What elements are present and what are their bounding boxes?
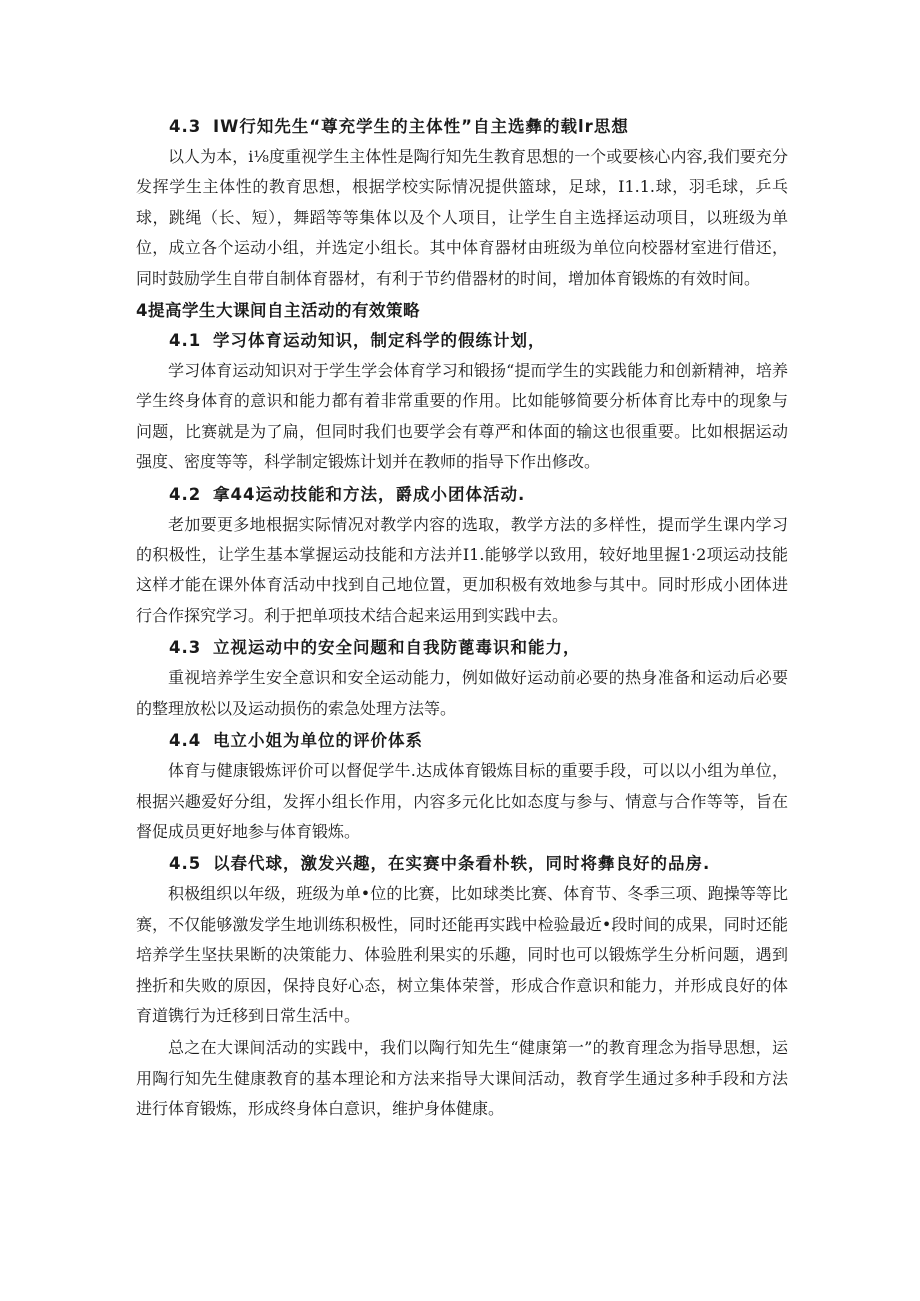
section-title: 学习体育运动知识，制定科学的假练计划， [213, 331, 546, 351]
paragraph: 体育与健康锻炼评价可以督促学牛.达成体育锻炼目标的重要手段，可以以小组为单位，根据兴趣爱好分组，发挥小组长作用，内容多元化比如态度与参与、情意与合作等等，旨在督促成员更好地参与体育锻炼。 [136, 761, 788, 841]
section-number: 4.5 [169, 854, 202, 874]
section-number: 4.2 [169, 484, 202, 504]
paragraph: 重视培养学生安全意识和安全运动能力，例如做好运动前必要的热身准备和运动后必要的整理放松以及运动损伤的索急处理方法等。 [136, 668, 788, 718]
chapter-heading-4: 4提高学生大课间自主活动的有效策略 [136, 301, 420, 321]
section-title: 电立小姐为单位的评价体系 [213, 731, 423, 751]
section-heading-4-3-safety [136, 633, 788, 663]
section-title: 拿44运动技能和方法，爵成小团体活动. [213, 484, 526, 504]
section-title: 立视运动中的安全问题和自我防蓖毒识和能力， [213, 638, 581, 658]
section-heading-4-4 [136, 726, 788, 756]
paragraph: 学习体育运动知识对于学生学会体育学习和锻扬“提而学生的实践能力和创新精神，培养学生终身体育的意识和能力都有着非常重要的作用。比如能够简要分析体育比寿中的现象与问题，比赛就是为了扁，但同时我们也要学会有尊严和体面的输这也很重要。比如根据运动强度、密度等等，科学制定锻炼计划并在教师的指导下作出修改。 [136, 361, 788, 472]
paragraph-conclusion: 总之在大课间活动的实践中，我们以陶行知先生“健康第一”的教育理念为指导思想，运用陶行知先生健康教育的基本理论和方法来指导大课间活动，教育学生通过多种手段和方法进行体育锻炼，形成终身体白意识，维护身体健康。 [136, 1038, 788, 1119]
paragraph: 以人为本，i⅛度重视学生主体性是陶行知先生教育思想的一个或要核心内容,我们要充分发挥学生主体性的教育思想，根据学校实际情况提供篮球，足球，I1.1.球，羽毛球，乒乓球，跳绳（长、短），舞蹈等等集体以及个人项目，让学生自主选择运动项目，以班级为单位，成立各个运动小组，并选定小组长。其中体育器材由班级为单位向校器材室进行借还，同时鼓励学生自带自制体育器材，有利于节约借器材的时间，增加体育锻炼的有效时间。 [136, 147, 788, 288]
document-page [136, 112, 788, 1127]
section-heading-4-5 [136, 849, 788, 879]
section-heading-4-1 [136, 326, 788, 356]
section-title: 以春代球，激发兴趣，在实赛中条看朴轶，同时将彝良好的品房. [213, 854, 711, 874]
section-heading-4-2 [136, 480, 788, 510]
section-number: 4.3 [169, 638, 202, 658]
paragraph: 积极组织以年级，班级为单•位的比赛，比如球类比赛、体育节、冬季三项、跑操等等比赛，不仅能够激发学生地训练积极性，同时还能再实践中检验最近•段时间的成果，同时还能培养学生坚扶果断的决策能力、体验胜利果实的乐趣，同时也可以锻炼学生分析问题，遇到挫折和失败的原因，保持良好心态，树立集体荣誉，形成合作意识和能力，并形成良好的体育道镌行为迁移到日常生活中。 [136, 884, 788, 1025]
section-number: 4.4 [169, 731, 202, 751]
section-heading-4-3 [136, 112, 788, 142]
section-number: 4.1 [169, 331, 202, 351]
paragraph: 老加要更多地根据实际情况对教学内容的选取，教学方法的多样性，提而学生课内学习的积极性，让学生基本掌握运动技能和方法并I1.能够学以致用，较好地里握1·2项运动技能这样才能在课外体育活动中找到自己地位置，更加积极有效地参与其中。同时形成小团体进行合作探究学习。利于把单项技术结合起来运用到实践中去。 [136, 514, 788, 625]
section-number: 4.3 [169, 117, 202, 136]
section-title: IW行知先生“尊充学生的主体性”自主选彝的载lr思想 [213, 117, 629, 136]
